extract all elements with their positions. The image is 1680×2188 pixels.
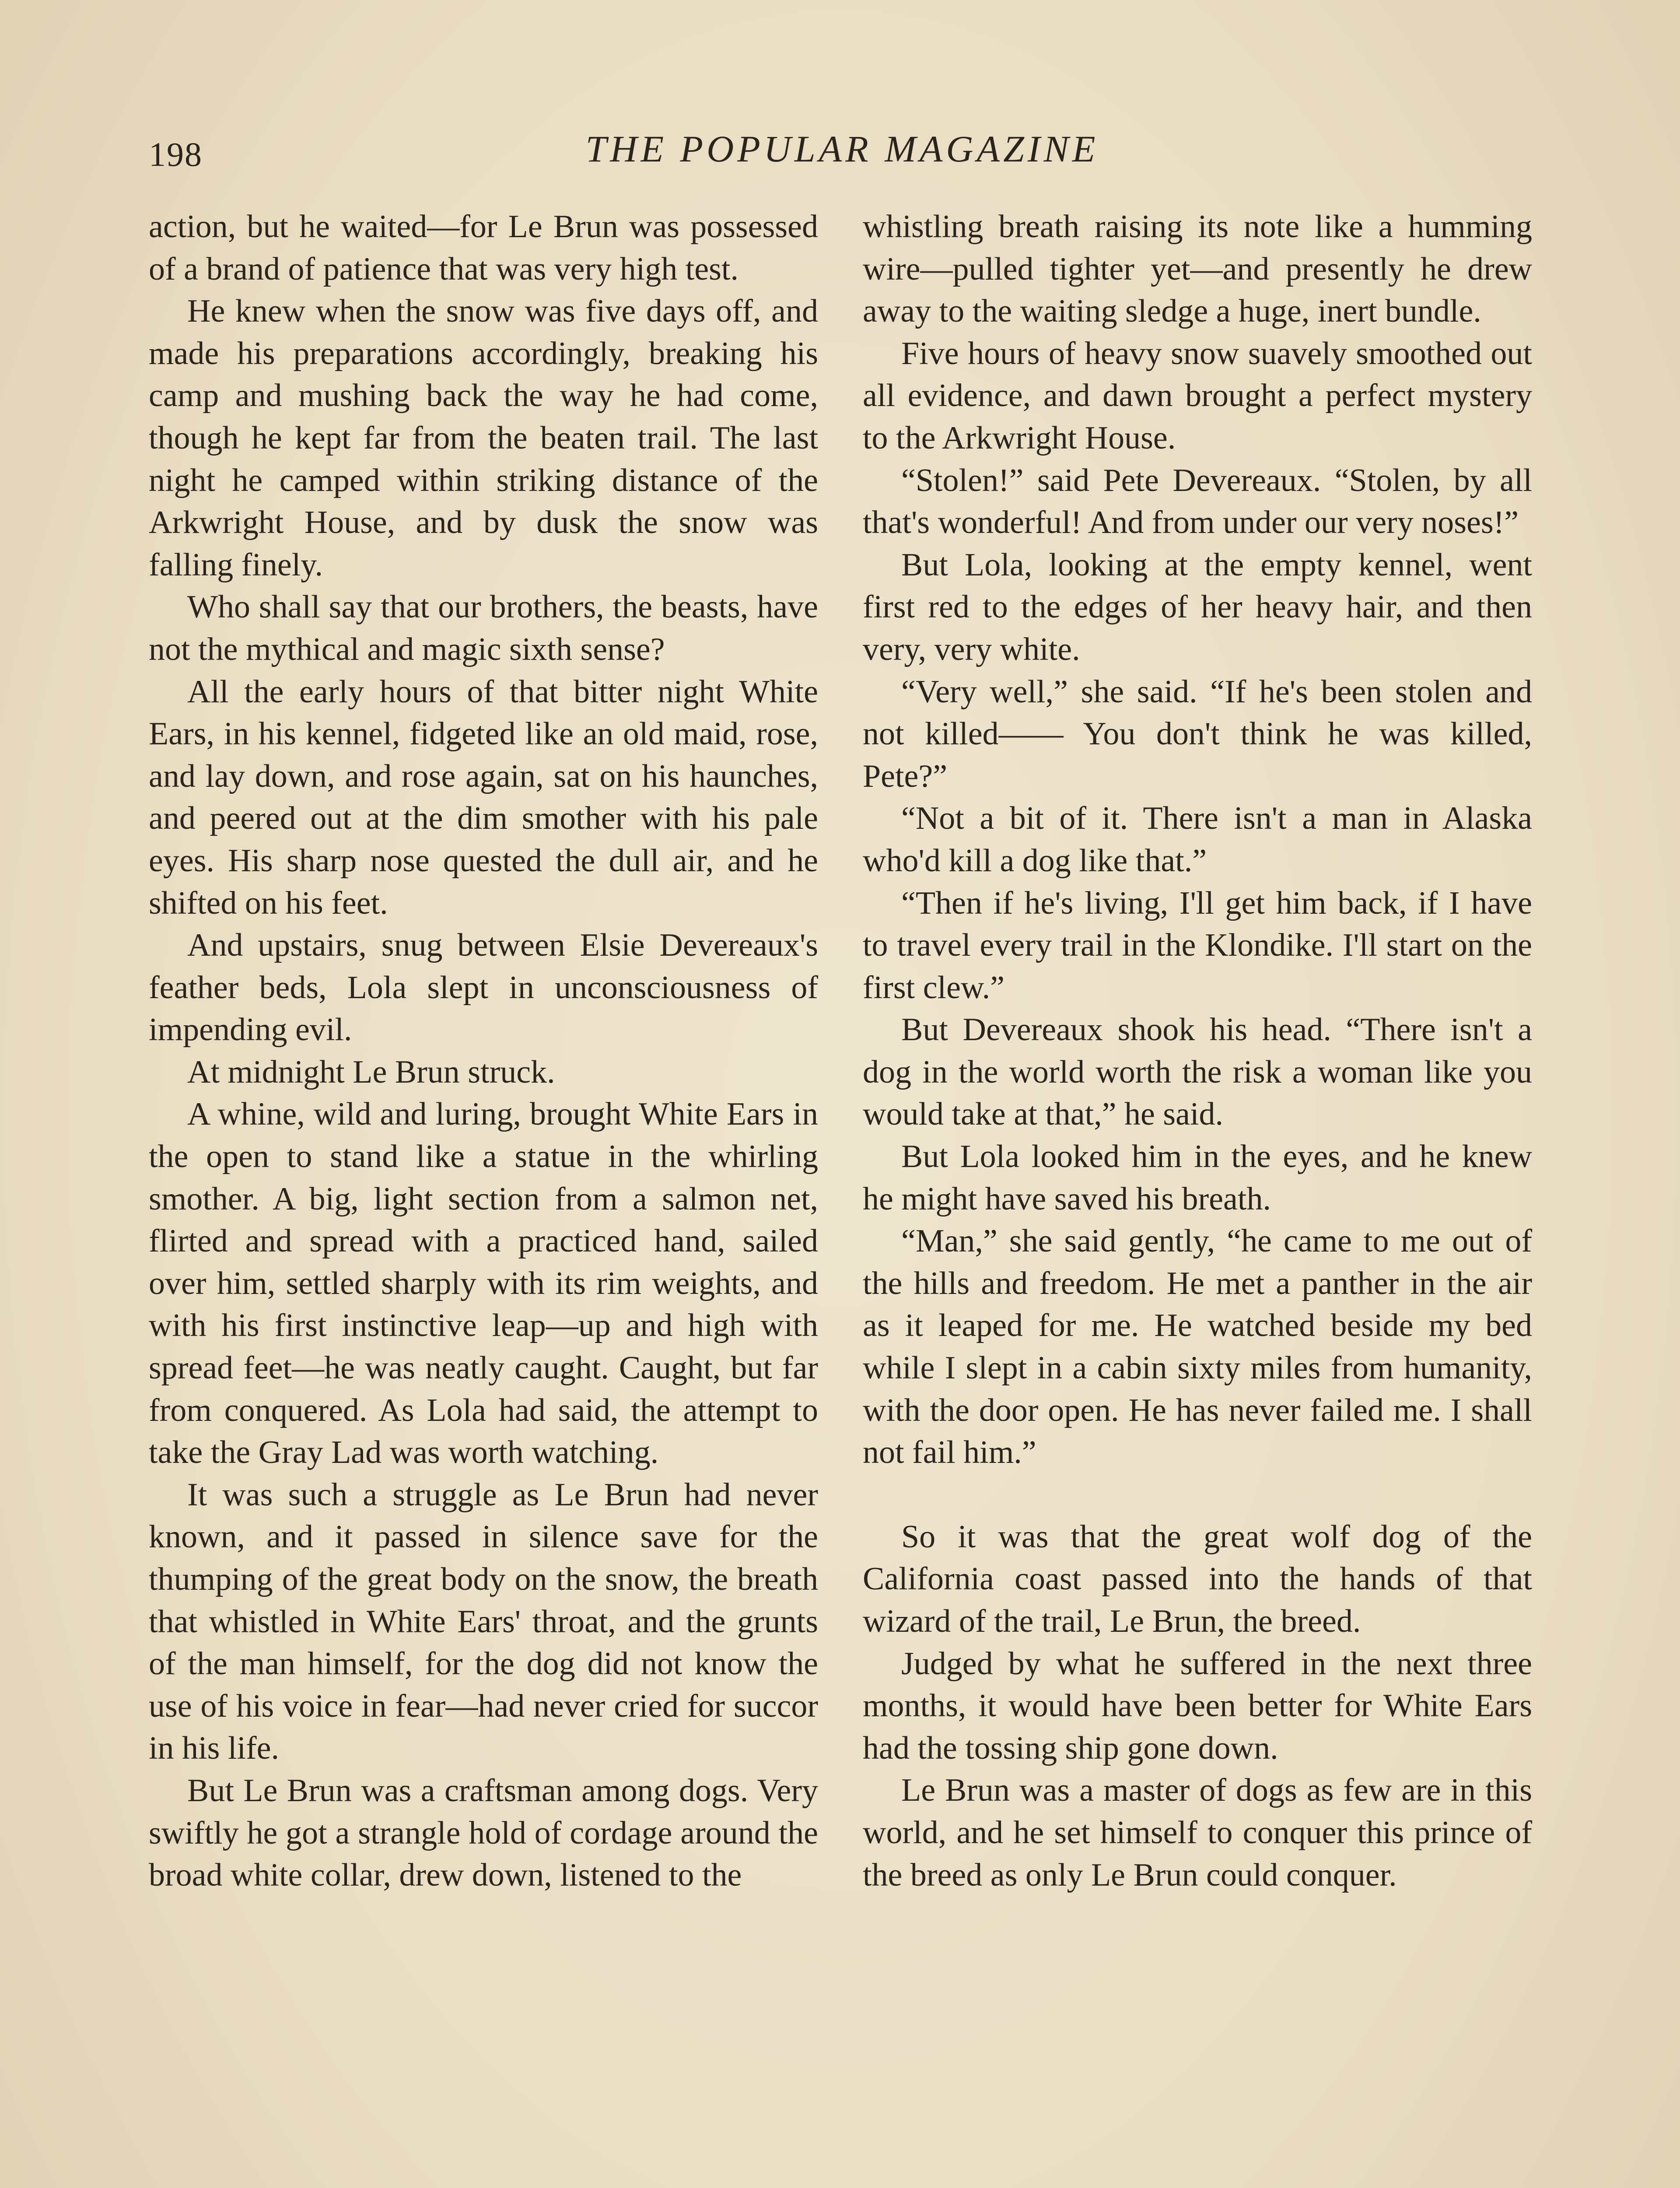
paragraph: It was such a struggle as Le Brun had never known, and it passed in silence save for the thumping of the great body on the snow, the breath that whistled in White Ears' throat, and the grunts of the man himself, for the dog did not know the use of his voice in fear—had never cried for succor in his life. [149,1476,818,1767]
paragraph: “Then if he's living, I'll get him back, if I have to travel every trail in the Klondike. I'll start on the first clew.” [863,885,1532,1006]
page-number: 198 [149,135,203,173]
paragraph: whistling breath raising its note like a humming wire—pulled tighter yet—and presently he drew away to the waiting sledge a huge, inert bundle. [863,209,1532,330]
paragraph: Le Brun was a master of dogs as few are in this world, and he set himself to conquer this prince of the breed as only Le Brun could conquer. [863,1772,1532,1893]
paragraph: But Le Brun was a craftsman among dogs. Very swiftly he got a strangle hold of cordage around the broad white collar, drew down, listened to the [149,1772,818,1893]
paragraph: action, but he waited—for Le Brun was possessed of a brand of patience that was very high test. [149,209,818,287]
paragraph: Who shall say that our brothers, the beasts, have not the mythical and magic sixth sense? [149,589,818,667]
paragraph: And upstairs, snug between Elsie Devereaux's feather beds, Lola slept in unconsciousness of impending evil. [149,927,818,1048]
paragraph: Judged by what he suffered in the next three months, it would have been better for White Ears had the tossing ship gone down. [863,1645,1532,1766]
page-header [149,127,1536,179]
paragraph: “Man,” she said gently, “he came to me out of the hills and freedom. He met a panther in the air as it leaped for me. He watched beside my bed while I slept in a cabin sixty miles from humanity, with the door open. He has never failed me. I shall not fail him.” [863,1223,1532,1471]
left-column [149,206,818,1897]
paragraph: “Very well,” she said. “If he's been stolen and not killed—— You don't think he was killed, Pete?” [863,673,1532,794]
paragraph: But Lola, looking at the empty kennel, went first red to the edges of her heavy hair, and then very, very white. [863,547,1532,667]
paragraph: “Stolen!” said Pete Devereaux. “Stolen, by all that's wonderful! And from under our very noses!” [863,462,1532,541]
paragraph: “Not a bit of it. There isn't a man in Alaska who'd kill a dog like that.” [863,800,1532,879]
paragraph: All the early hours of that bitter night White Ears, in his kennel, fidgeted like an old maid, rose, and lay down, and rose again, sat on his haunches, and peered out at the dim smother with his pale eyes. His sharp nose quested the dull air, and he shifted on his feet. [149,673,818,921]
right-column [863,206,1532,1896]
paragraph: But Lola looked him in the eyes, and he knew he might have saved his breath. [863,1139,1532,1217]
section-start-paragraph: So it was that the great wolf dog of the California coast passed into the hands of that wizard of the trail, Le Brun, the breed. [863,1518,1532,1639]
running-title: THE POPULAR MAGAZINE [585,128,1099,170]
paragraph: He knew when the snow was five days off, and made his preparations accordingly, breaking his camp and mushing back the way he had come, though he kept far from the beaten trail. The last night he camped within striking distance of the Arkwright House, and by dusk the snow was falling finely. [149,293,818,583]
paragraph: A whine, wild and luring, brought White Ears in the open to stand like a statue in the whirling smother. A big, light section from a salmon net, flirted and spread with a practiced hand, sailed over him, settled sharply with its rim weights, and with his first instinctive leap—up and high with spread feet—he was neatly caught. Caught, but far from conquered. As Lola had said, the attempt to take the Gray Lad was worth watching. [149,1096,818,1471]
paragraph: At midnight Le Brun struck. [187,1054,555,1090]
paragraph: But Devereaux shook his head. “There isn't a dog in the world worth the risk a woman like you would take at that,” he said. [863,1012,1532,1133]
paragraph: Five hours of heavy snow suavely smoothed out all evidence, and dawn brought a perfect mystery to the Arkwright House. [863,335,1532,456]
